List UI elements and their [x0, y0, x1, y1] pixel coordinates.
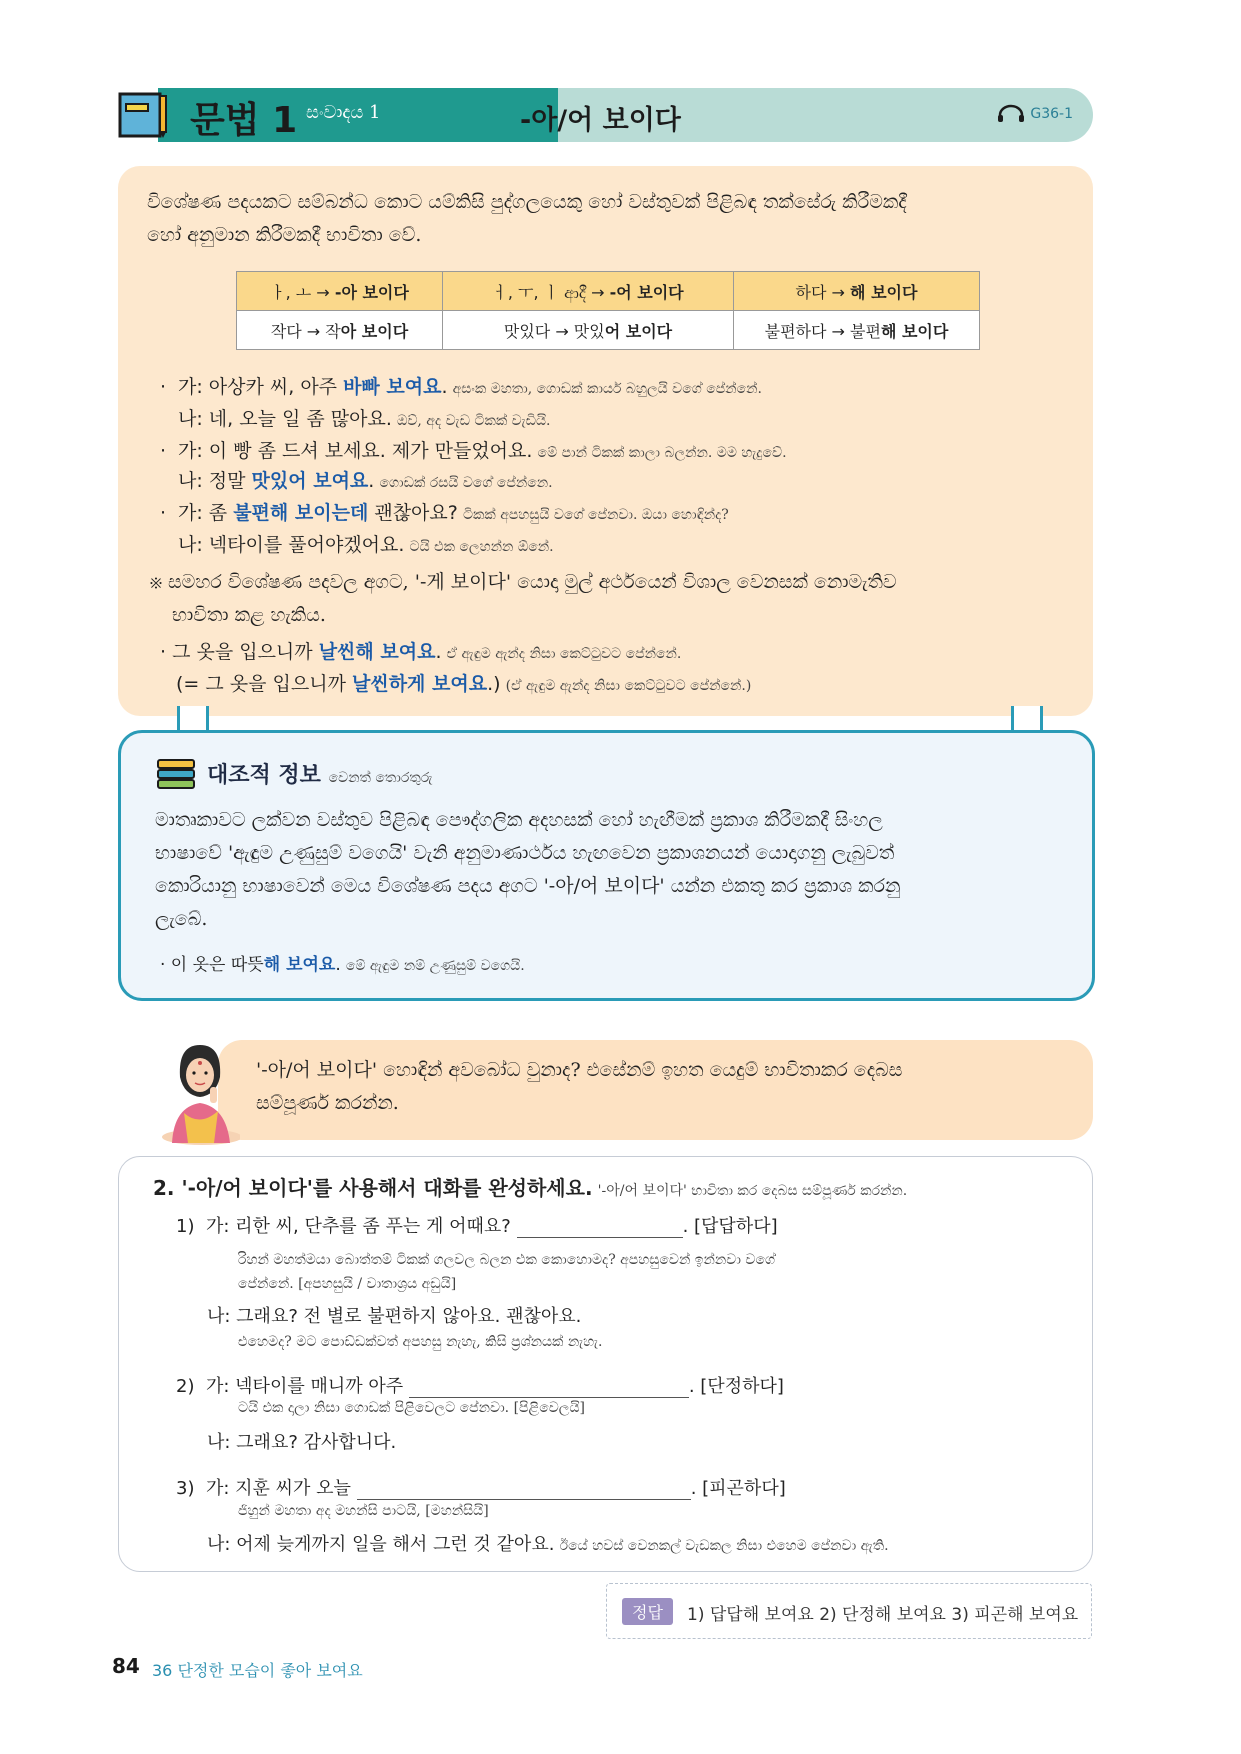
- explanation-line: විශේෂණ පදයකට සම්බන්ධ කොට යම්කිසි පුද්ගලයෙකු හෝ වස්තුවක් පිළිබඳ තක්සේරු කිරීමකදී: [147, 191, 907, 213]
- audio-track[interactable]: [996, 104, 1073, 124]
- table-header: ㅓ, ㅜ, ㅣ ආදී → -어 보이다: [443, 272, 734, 311]
- headphones-icon: [996, 104, 1026, 124]
- exercise-translation: ටයි එක දාලා නිසා ගොඩක් පිළිවෙලට පේනවා. [පිළිවෙලයි]: [238, 1400, 586, 1416]
- example-line: · 가: 좀 불편해 보이는데 괜찮아요? ටිකක් අපහසුයි වගේ පේනවා. ඔයා හොඳින්ද?: [160, 502, 729, 524]
- explanation-line: හෝ අනුමාන කිරීමකදී භාවිතා වේ.: [147, 224, 422, 246]
- contrast-line: කොරියානු භාෂාවෙන් මෙය විශේෂණ පදය අගට '-아/어 보이다' යන්න එකතු කර ප්‍රකාශ කරනු: [155, 875, 901, 897]
- exercise-reply: 나: 그래요? 감사합니다.: [207, 1432, 397, 1453]
- example-line: 나: 네, 오늘 일 좀 많아요. ඔව්, අද වැඩ ටිකක් වැඩියි.: [178, 408, 551, 430]
- prompt-line: සම්පූර්ණ කරන්න.: [256, 1092, 399, 1114]
- example-line: 나: 정말 맛있어 보여요. ගොඩක් රසයි වගේ පේන්නෙ.: [178, 470, 553, 492]
- prompt-line: '-아/어 보이다' හොඳින් අවබෝධ වුනාද? එසේනම් ඉහත යෙදුම් භාවිතාකර දෙබස: [256, 1059, 903, 1081]
- example-line: 나: 넥타이를 풀어야겠어요. ටයි එක ලෙහන්න ඕනේ.: [178, 534, 554, 556]
- table-header: 하다 → 해 보이다: [734, 272, 980, 311]
- contrast-line: භාෂාවේ 'ඇඳුම උණුසුම් වගෙයි' වැනි අනුමාණාර්ථය හැඟවෙන ප්‍රකාශනයන් යොදාගනු ලැබුවත්: [155, 842, 895, 864]
- contrast-line: මාතෘකාවට ලක්වන වස්තුව පිළිබඳ පෞද්ගලික අදහසක් හෝ හැඟීමක් ප්‍රකාශ කිරීමකදී සිංහල: [155, 809, 883, 831]
- audio-code: G36-1: [1030, 106, 1073, 122]
- exercise-reply: 나: 어제 늦게까지 일을 해서 그런 것 같아요. ඊයේ හවස් වෙනකල් වැඩකල නිසා එහෙම පේනවා ඇති.: [207, 1534, 889, 1555]
- answer-tag: 정답: [622, 1598, 673, 1625]
- section-header: [118, 88, 1093, 142]
- table-header: ㅏ, ㅗ → -아 보이다: [237, 272, 443, 311]
- note-example: · 그 옷을 입으니까 날씬해 보여요. ඒ ඇඳුම ඇන්ද නිසා කෙට්ටුවට පේන්නේ.: [160, 641, 682, 663]
- contrast-example: · 이 옷은 따뜻해 보여요. මේ ඇඳුම නම් උණුසුම් වගෙයි.: [160, 955, 525, 975]
- contrast-line: ලැබේ.: [155, 908, 208, 930]
- table-cell: 불편하다 → 불편해 보이다: [734, 311, 980, 350]
- chapter-title: 36 단정한 모습이 좋아 보여요: [152, 1661, 363, 1680]
- exercise-item-2: 2) 가: 넥타이를 매니까 아주 . [단정하다]: [176, 1376, 784, 1397]
- note-line: ※ සමහර විශේෂණ පදවල අගට, '-게 보이다' යොදා මුල් අර්ථයෙන් විශාල වෙනසක් නොමැතිව: [150, 571, 897, 593]
- table-cell: 작다 → 작아 보이다: [237, 311, 443, 350]
- grammar-pattern: -아/어 보이다: [520, 105, 681, 136]
- example-line: · 가: 이 빵 좀 드셔 보세요. 제가 만들었어요. මේ පාන් ටිකක් කාලා බලන්න. මම හැදුවේ.: [160, 440, 787, 462]
- conjugation-table: [236, 271, 980, 350]
- book-icon: [118, 90, 168, 140]
- table-cell: 맛있다 → 맛있어 보이다: [443, 311, 734, 350]
- page-title: 문법 1: [190, 100, 298, 141]
- exercise-heading: 2. '-아/어 보이다'를 사용해서 대화를 완성하세요. '-아/어 보이다' භාවිතා කර දෙබස සම්පූර්ණ කරන්න.: [153, 1176, 908, 1200]
- exercise-item-3: 3) 가: 지훈 씨가 오늘 . [피곤하다]: [176, 1478, 786, 1499]
- answer-text: 1) 답답해 보여요 2) 단정해 보여요 3) 피곤해 보여요: [687, 1605, 1079, 1625]
- answer-blank[interactable]: [357, 1481, 691, 1500]
- example-line: · 가: 아상카 씨, 아주 바빠 보여요. අසංක මහතා, ගොඩක් කාර්ය බහුලයි වගේ පේන්නේ.: [160, 376, 762, 398]
- exercise-item-1: 1) 가: 리한 씨, 단추를 좀 푸는 게 어때요? . [답답하다]: [176, 1216, 778, 1237]
- contrast-text: [155, 804, 1070, 936]
- exercise-translation: රිහන් මහත්මයා බොත්තම් ටිකක් ගලවල බලන එක කොහොමද? අපහසුවෙන් ඉන්නවා වගේ පේන්නේ. [අපහසුයි / වාතාශ්‍රය අඩුයි]: [238, 1252, 776, 1292]
- teacher-avatar: [160, 1035, 240, 1145]
- books-stack-icon: [156, 758, 196, 790]
- prompt-text: [256, 1054, 1066, 1120]
- exercise-reply: 나: 그래요? 전 별로 불편하지 않아요. 괜찮아요.: [207, 1306, 582, 1327]
- exercise-translation: ජිහුන් මහතා අද මහන්සි පාටයි, [මහන්සියි]: [238, 1503, 489, 1519]
- page-number: 84: [112, 1654, 140, 1678]
- note-example: (= 그 옷을 입으니까 날씬하게 보여요.) (ඒ ඇඳුම ඇන්ද නිසා කෙට්ටුවට පේන්නේ.): [176, 673, 752, 695]
- answer-blank[interactable]: [409, 1379, 689, 1398]
- contrast-title: 대조적 정보 වෙනත් තොරතුරු: [207, 763, 433, 788]
- header-subtitle: සංවාදය 1: [306, 102, 381, 123]
- answer-blank[interactable]: [517, 1219, 683, 1238]
- note-line: භාවිතා කළ හැකිය.: [172, 604, 326, 626]
- explanation-text: [147, 186, 1077, 252]
- answer-key: [606, 1583, 1092, 1639]
- exercise-translation: එහෙමද? මට පොඩ්ඩක්වත් අපහසු නැහැ, කිසි ප්‍රශ්නයක් නැහැ.: [238, 1334, 603, 1350]
- note-text: [150, 566, 1080, 632]
